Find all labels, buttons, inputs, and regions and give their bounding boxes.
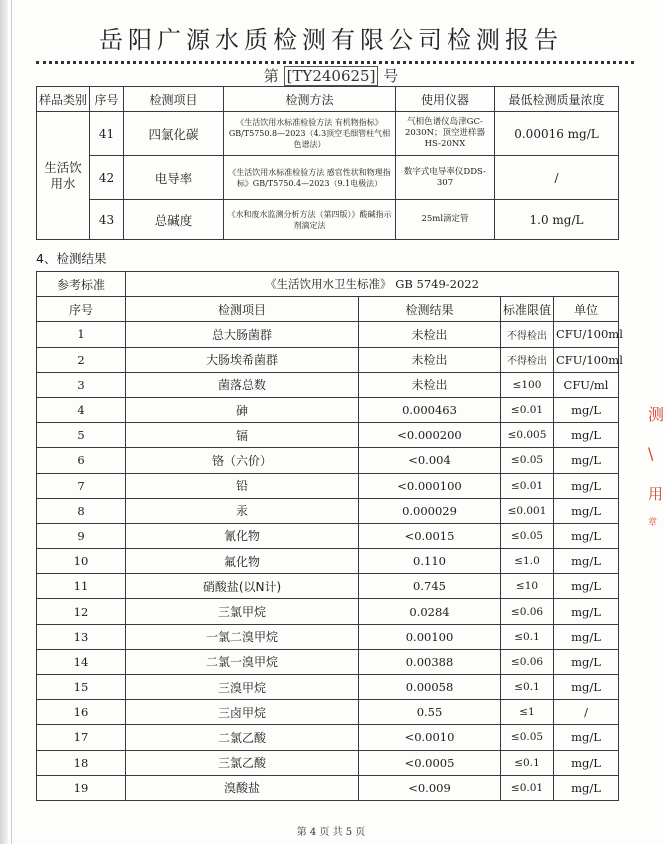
result-limit: ≤0.06 <box>501 649 554 674</box>
header-limit: 标准限值 <box>501 297 554 322</box>
result-item: 氰化物 <box>126 523 359 548</box>
result-no: 12 <box>37 599 126 624</box>
page-footer: 第 4 页 共 5 页 <box>296 827 366 838</box>
result-unit: CFU/ml <box>554 372 619 397</box>
result-row <box>37 675 619 700</box>
method-no: 41 <box>90 112 124 156</box>
result-no: 13 <box>37 624 126 649</box>
header-item: 检测项目 <box>126 297 359 322</box>
result-unit: / <box>554 700 619 725</box>
result-item: 二氯乙酸 <box>126 725 359 750</box>
result-unit: mg/L <box>554 549 619 574</box>
result-limit: ≤0.005 <box>501 423 554 448</box>
result-row <box>37 549 619 574</box>
method-table <box>36 86 619 240</box>
result-limit: ≤0.05 <box>501 725 554 750</box>
method-limit: 1.0 mg/L <box>495 200 619 240</box>
result-value: 未检出 <box>359 322 501 347</box>
result-no: 1 <box>37 322 126 347</box>
result-limit: ≤0.05 <box>501 448 554 473</box>
result-value: 0.0284 <box>359 599 501 624</box>
result-no: 14 <box>37 649 126 674</box>
result-value: 未检出 <box>359 372 501 397</box>
result-no: 11 <box>37 574 126 599</box>
header-instrument: 使用仪器 <box>396 87 495 112</box>
stamp-fragment: 章 <box>648 518 658 528</box>
result-value: 0.745 <box>359 574 501 599</box>
result-unit: CFU/100ml <box>554 347 619 372</box>
result-row <box>37 473 619 498</box>
header-min-concentration: 最低检测质量浓度 <box>495 87 619 112</box>
result-value: 0.55 <box>359 700 501 725</box>
result-unit: mg/L <box>554 775 619 800</box>
result-no: 3 <box>37 372 126 397</box>
result-item: 氟化物 <box>126 549 359 574</box>
result-no: 7 <box>37 473 126 498</box>
title-divider <box>36 61 634 64</box>
stamp-fragment: 测 <box>648 405 664 424</box>
result-item: 大肠埃希菌群 <box>126 347 359 372</box>
result-no: 8 <box>37 498 126 523</box>
result-no: 15 <box>37 675 126 700</box>
results-table <box>36 271 623 801</box>
result-value: 0.110 <box>359 549 501 574</box>
result-unit: mg/L <box>554 423 619 448</box>
result-unit: mg/L <box>554 498 619 523</box>
result-row <box>37 448 619 473</box>
header-item: 检测项目 <box>124 87 224 112</box>
result-value: 未检出 <box>359 347 501 372</box>
result-limit: ≤0.1 <box>501 624 554 649</box>
result-no: 16 <box>37 700 126 725</box>
method-instrument: 气相色谱仪岛津GC-2030N；顶空进样器HS-20NX <box>396 112 495 156</box>
header-no: 序号 <box>37 297 126 322</box>
result-row <box>37 599 619 624</box>
result-value: <0.0010 <box>359 725 501 750</box>
result-row <box>37 750 619 775</box>
result-unit: mg/L <box>554 448 619 473</box>
result-row <box>37 397 619 422</box>
result-limit: ≤0.01 <box>501 397 554 422</box>
result-limit: ≤0.1 <box>501 675 554 700</box>
result-value: 0.00058 <box>359 675 501 700</box>
results-header <box>37 297 619 322</box>
result-item: 砷 <box>126 397 359 422</box>
result-limit: 不得检出 <box>501 347 554 372</box>
result-item: 三溴甲烷 <box>126 675 359 700</box>
reference-standard: 《生活饮用水卫生标准》 GB 5749-2022 <box>126 272 619 297</box>
result-limit: ≤0.01 <box>501 775 554 800</box>
method-row <box>37 112 619 156</box>
result-limit: ≤100 <box>501 372 554 397</box>
reference-row <box>37 272 619 297</box>
result-unit: mg/L <box>554 750 619 775</box>
result-limit: ≤0.05 <box>501 523 554 548</box>
result-limit: ≤0.06 <box>501 599 554 624</box>
result-row <box>37 372 619 397</box>
header-method: 检测方法 <box>224 87 396 112</box>
result-item: 三氯乙酸 <box>126 750 359 775</box>
result-item: 三卤甲烷 <box>126 700 359 725</box>
method-text: 《生活饮用水标准检验方法 感官性状和物理指标》GB/T5750.4—2023（9.1电极法） <box>224 156 396 200</box>
result-value: 0.00100 <box>359 624 501 649</box>
stamp-fragment: 用 <box>648 485 664 503</box>
method-item: 四氯化碳 <box>124 112 224 156</box>
result-value: 0.000029 <box>359 498 501 523</box>
result-row <box>37 574 619 599</box>
result-no: 6 <box>37 448 126 473</box>
result-row <box>37 423 619 448</box>
method-no: 43 <box>90 200 124 240</box>
method-no: 42 <box>90 156 124 200</box>
method-row <box>37 156 619 200</box>
method-row <box>37 200 619 240</box>
report-number-suffix: 号 <box>383 67 399 85</box>
result-value: 0.000463 <box>359 397 501 422</box>
method-item: 电导率 <box>124 156 224 200</box>
header-unit: 单位 <box>554 297 619 322</box>
result-value: <0.000100 <box>359 473 501 498</box>
result-item: 二氯一溴甲烷 <box>126 649 359 674</box>
result-value: 0.00388 <box>359 649 501 674</box>
result-unit: mg/L <box>554 649 619 674</box>
result-no: 17 <box>37 725 126 750</box>
stamp-fragment: \ <box>648 444 654 463</box>
result-row <box>37 700 619 725</box>
method-item: 总碱度 <box>124 200 224 240</box>
result-limit: ≤1.0 <box>501 549 554 574</box>
result-unit: mg/L <box>554 397 619 422</box>
result-value: <0.0005 <box>359 750 501 775</box>
result-item: 铬（六价） <box>126 448 359 473</box>
result-value: <0.009 <box>359 775 501 800</box>
result-item: 三氯甲烷 <box>126 599 359 624</box>
document-title: 岳阳广源水质检测有限公司检测报告 <box>99 26 563 54</box>
result-no: 19 <box>37 775 126 800</box>
result-item: 汞 <box>126 498 359 523</box>
result-unit: mg/L <box>554 725 619 750</box>
result-row <box>37 725 619 750</box>
result-value: <0.000200 <box>359 423 501 448</box>
result-row <box>37 347 619 372</box>
result-limit: ≤0.1 <box>501 750 554 775</box>
binding-line <box>11 0 12 844</box>
method-instrument: 25ml滴定管 <box>396 200 495 240</box>
result-value: <0.0015 <box>359 523 501 548</box>
result-limit: ≤0.01 <box>501 473 554 498</box>
report-number-prefix: 第 <box>263 67 279 85</box>
method-limit: 0.00016 mg/L <box>495 112 619 156</box>
result-row <box>37 523 619 548</box>
report-number: [TY240625] <box>284 66 379 86</box>
result-row <box>37 322 619 347</box>
result-value: <0.004 <box>359 448 501 473</box>
result-item: 镉 <box>126 423 359 448</box>
result-unit: mg/L <box>554 523 619 548</box>
result-limit: 不得检出 <box>501 322 554 347</box>
result-row <box>37 775 619 800</box>
result-limit: ≤0.001 <box>501 498 554 523</box>
result-no: 4 <box>37 397 126 422</box>
result-unit: mg/L <box>554 675 619 700</box>
result-unit: mg/L <box>554 599 619 624</box>
header-sample-category: 样品类别 <box>37 87 90 112</box>
binding-edge <box>0 0 8 844</box>
result-row <box>37 649 619 674</box>
method-text: 《水和废水监测分析方法（第四版）》酸碱指示剂滴定法 <box>224 200 396 240</box>
header-seq: 序号 <box>90 87 124 112</box>
result-no: 10 <box>37 549 126 574</box>
result-item: 硝酸盐(以N计) <box>126 574 359 599</box>
section-title: 4、检测结果 <box>36 251 107 266</box>
result-item: 菌落总数 <box>126 372 359 397</box>
result-no: 5 <box>37 423 126 448</box>
result-unit: mg/L <box>554 473 619 498</box>
method-table-header <box>37 87 619 112</box>
result-item: 一氯二溴甲烷 <box>126 624 359 649</box>
result-limit: ≤10 <box>501 574 554 599</box>
result-unit: CFU/100ml <box>554 322 619 347</box>
result-item: 溴酸盐 <box>126 775 359 800</box>
reference-label: 参考标准 <box>37 272 126 297</box>
method-text: 《生活饮用水标准检验方法 有机物指标》GB/T5750.8—2023（4.3顶空毛细管柱气相色谱法） <box>224 112 396 156</box>
header-result: 检测结果 <box>359 297 501 322</box>
result-no: 9 <box>37 523 126 548</box>
method-limit: / <box>495 156 619 200</box>
result-unit: mg/L <box>554 624 619 649</box>
result-no: 2 <box>37 347 126 372</box>
result-limit: ≤1 <box>501 700 554 725</box>
result-row <box>37 624 619 649</box>
method-instrument: 数字式电导率仪DDS-307 <box>396 156 495 200</box>
result-no: 18 <box>37 750 126 775</box>
sample-category: 生活饮用水 <box>37 112 90 240</box>
report-number-line <box>0 65 662 86</box>
result-item: 铅 <box>126 473 359 498</box>
result-item: 总大肠菌群 <box>126 322 359 347</box>
result-row <box>37 498 619 523</box>
result-unit: mg/L <box>554 574 619 599</box>
